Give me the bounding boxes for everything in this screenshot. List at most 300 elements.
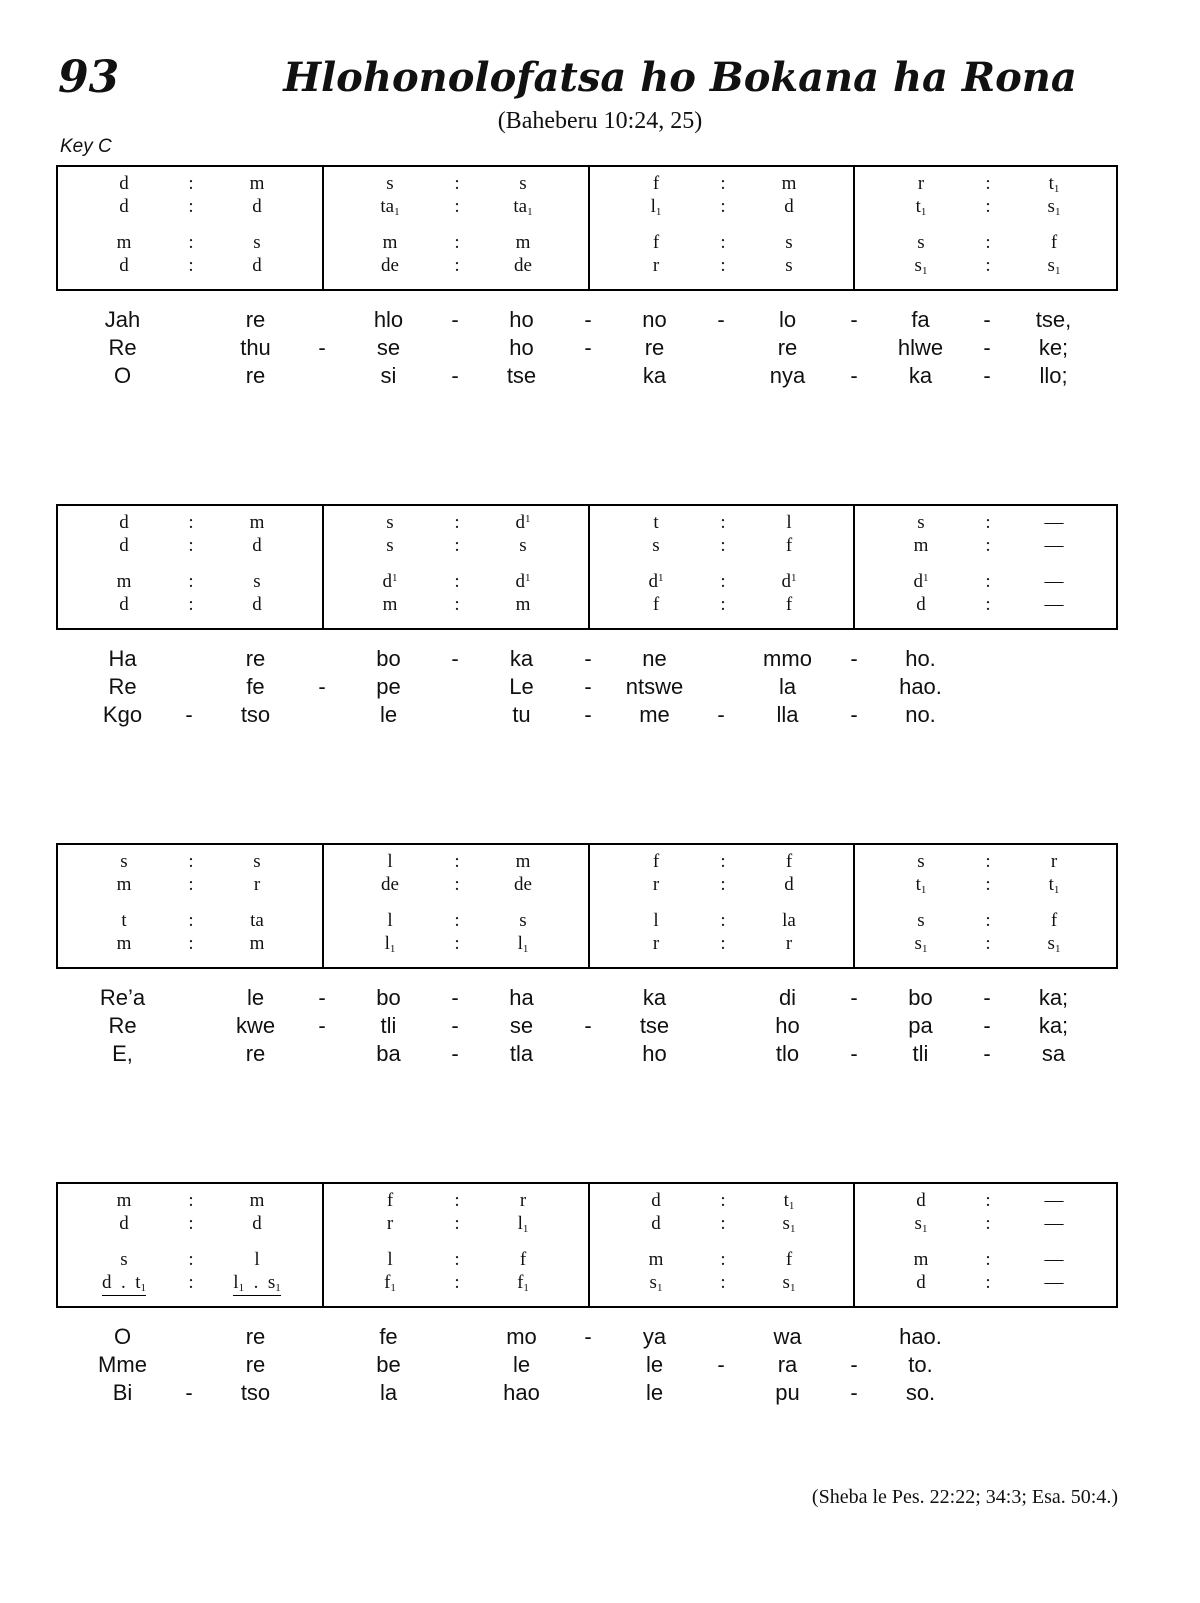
beat-colon: : [720,1190,726,1211]
lyric-hyphen: - [850,646,858,671]
lyric-hyphen: - [983,1013,991,1038]
beat-colon: : [454,535,460,556]
lyric-syllable: Re [108,335,137,360]
beat-colon: : [985,571,991,592]
note: — [1044,535,1064,556]
lyric-hyphen: - [983,1041,991,1066]
lyric-hyphen: - [451,1013,459,1038]
note: $ta_1$ [380,196,400,218]
note: — [1044,594,1064,615]
note: — [1044,1249,1064,1270]
note: f [1050,910,1058,931]
note: s [917,910,925,931]
lyric-hyphen: - [584,1324,592,1349]
note: f [652,232,660,253]
beat-colon: : [985,594,991,615]
note: de [514,255,532,276]
lyric-syllable: tse, [1035,307,1072,332]
beat-colon: : [720,1213,726,1234]
note: m [515,851,531,872]
lyric-syllable: nya [769,363,806,388]
lyric-syllable: ho. [905,646,936,671]
note: $l_1$ [650,196,662,218]
lyric-hyphen: - [185,702,193,727]
beat-colon: : [188,851,194,872]
note: $t_1$ [915,874,927,896]
lyric-hyphen: - [451,307,459,332]
note: d [119,255,129,276]
beat-colon: : [985,232,991,253]
lyric-syllable: tu [512,702,531,727]
beat-colon: : [188,535,194,556]
lyric-syllable: re [245,1324,266,1349]
lyric-syllable: tso [240,1380,271,1405]
lyric-syllable: pu [775,1380,800,1405]
lyric-syllable: to. [908,1352,933,1377]
lyric-hyphen: - [451,363,459,388]
lyric-hyphen: - [850,307,858,332]
lyric-syllable: la [379,1380,398,1405]
beat-colon: : [985,1249,991,1270]
lyric-syllable: Mme [98,1352,147,1377]
stave-divider [588,215,590,247]
lyric-syllable: pe [376,674,401,699]
lyric-hyphen: - [717,307,725,332]
lyric-syllable: se [376,335,401,360]
beat-colon: : [985,851,991,872]
lyric-hyphen: - [584,646,592,671]
stave-divider [588,893,590,925]
lyric-hyphen: - [318,985,326,1010]
stave-divider [588,554,590,586]
note: m [382,232,398,253]
note: d [916,594,926,615]
note: d [119,594,129,615]
lyric-syllable: re [245,307,266,332]
lyric-hyphen: - [451,985,459,1010]
lyric-hyphen: - [318,674,326,699]
lyric-syllable: be [376,1352,401,1377]
note: $t_1$ [915,196,927,218]
beat-colon: : [454,910,460,931]
lyric-syllable: lo [778,307,797,332]
note: d [252,535,262,556]
note: m [116,232,132,253]
lyric-syllable: Le [509,674,534,699]
beat-colon: : [454,512,460,533]
footer-reference: (Sheba le Pes. 22:22; 34:3; Esa. 50:4.) [811,1486,1118,1508]
stave-divider [853,215,855,247]
lyric-syllable: so. [905,1380,936,1405]
beat-colon: : [985,173,991,194]
note: s [652,535,660,556]
beat-colon: : [454,173,460,194]
lyric-syllable: fe [246,674,265,699]
note: d [651,1190,661,1211]
note: $ta_1$ [513,196,533,218]
note: $s_1$ [649,1272,663,1294]
note: t [653,512,659,533]
note: m [116,874,132,895]
beat-colon: : [454,1190,460,1211]
note: $d^1$ [913,571,929,592]
lyric-syllable: re [777,335,798,360]
beat-colon: : [985,512,991,533]
beat-colon: : [188,1272,194,1293]
note: f [785,594,793,615]
note: s [917,851,925,872]
lyric-hyphen: - [318,1013,326,1038]
lyric-syllable: tso [240,702,271,727]
lyric-syllable: Bi [112,1380,133,1405]
beat-colon: : [720,196,726,217]
note: l [387,1249,393,1270]
lyric-hyphen: - [983,363,991,388]
hymn-number: 93 [58,52,120,103]
lyric-syllable: bo [908,985,933,1010]
lyric-syllable: no [642,307,667,332]
lyric-syllable: ka; [1038,985,1069,1010]
lyric-syllable: mmo [763,646,812,671]
lyric-syllable: hlwe [897,335,944,360]
note: d . $t_1$ [101,1272,147,1294]
lyric-hyphen: - [584,702,592,727]
lyric-syllable: si [380,363,397,388]
lyric-hyphen: - [850,1041,858,1066]
note: $l_1$ [517,1213,529,1235]
note: $d^1$ [781,571,797,592]
note: $l_1$ [384,933,396,955]
note: $t_1$ [1048,173,1060,195]
note: f [785,535,793,556]
beat-colon: : [985,1190,991,1211]
note: d [784,874,794,895]
beat-colon: : [188,594,194,615]
note: — [1044,571,1064,592]
note: $f_1$ [517,1272,529,1294]
beat-colon: : [720,874,726,895]
lyric-syllable: ho [642,1041,667,1066]
lyric-syllable: O [113,1324,132,1349]
lyric-syllable: ho [775,1013,800,1038]
beat-colon: : [454,851,460,872]
lyric-hyphen: - [850,702,858,727]
lyric-syllable: bo [376,646,401,671]
beat-colon: : [454,232,460,253]
lyric-syllable: Kgo [102,702,143,727]
note: d [784,196,794,217]
note: s [519,910,527,931]
beat-colon: : [985,255,991,276]
note: $s_1$ [782,1213,796,1235]
beat-colon: : [188,1213,194,1234]
note: f [519,1249,527,1270]
lyric-hyphen: - [584,335,592,360]
note: m [515,232,531,253]
note: s [519,535,527,556]
beat-colon: : [720,594,726,615]
note: d [916,1272,926,1293]
lyric-syllable: pa [908,1013,933,1038]
lyric-hyphen: - [717,702,725,727]
lyric-hyphen: - [850,363,858,388]
note: — [1044,1272,1064,1293]
note: — [1044,512,1064,533]
note: r [652,933,660,954]
note: $t_1$ [783,1190,795,1212]
lyric-syllable: tse [639,1013,670,1038]
beat-colon: : [454,571,460,592]
note: s [120,851,128,872]
note: m [913,1249,929,1270]
note: $s_1$ [1047,933,1061,955]
note: $d^1$ [515,571,531,592]
lyric-syllable: le [645,1352,664,1377]
note: s [253,232,261,253]
key-signature: Key C [60,136,112,157]
note: d [252,255,262,276]
stave-divider [853,554,855,586]
note: — [1044,1190,1064,1211]
scripture-reference: (Baheberu 10:24, 25) [497,108,703,134]
lyric-syllable: tli [380,1013,397,1038]
lyric-syllable: fe [379,1324,398,1349]
lyric-syllable: le [645,1380,664,1405]
note: la [782,910,796,931]
beat-colon: : [720,851,726,872]
lyric-syllable: ka [642,363,667,388]
lyric-syllable: ba [376,1041,401,1066]
lyric-hyphen: - [318,335,326,360]
beat-colon: : [720,1272,726,1293]
note: d [119,173,129,194]
note: f [652,173,660,194]
lyric-syllable: bo [376,985,401,1010]
beat-colon: : [454,874,460,895]
note: r [386,1213,394,1234]
note: r [652,255,660,276]
note: ta [250,910,264,931]
system-1 [56,165,1118,291]
lyric-syllable: re [245,646,266,671]
beat-colon: : [720,535,726,556]
note: m [116,571,132,592]
note: d [252,594,262,615]
lyric-hyphen: - [185,1380,193,1405]
beat-colon: : [985,196,991,217]
note: r [1050,851,1058,872]
beat-colon: : [720,173,726,194]
hymn-title: Hlohonolofatsa ho Bokana ha Rona [283,54,1077,101]
note: f [1050,232,1058,253]
note: d [119,196,129,217]
lyric-hyphen: - [850,985,858,1010]
beat-colon: : [188,933,194,954]
beat-colon: : [985,535,991,556]
note: $d^1$ [382,571,398,592]
note: m [249,1190,265,1211]
note: d [119,512,129,533]
lyric-syllable: me [639,702,670,727]
beat-colon: : [985,1272,991,1293]
beat-colon: : [188,196,194,217]
beat-colon: : [985,874,991,895]
beat-colon: : [720,232,726,253]
note: s [519,173,527,194]
lyric-syllable: mo [506,1324,537,1349]
beat-colon: : [188,1249,194,1270]
lyric-hyphen: - [850,1352,858,1377]
lyric-syllable: re [245,1041,266,1066]
lyric-syllable: ra [777,1352,798,1377]
lyric-syllable: ya [642,1324,667,1349]
note: s [917,512,925,533]
note: s [253,571,261,592]
beat-colon: : [454,933,460,954]
beat-colon: : [188,173,194,194]
beat-colon: : [454,1249,460,1270]
lyric-syllable: tla [509,1041,534,1066]
note: d [916,1190,926,1211]
lyric-syllable: wa [773,1324,802,1349]
lyric-syllable: tli [912,1041,929,1066]
lyric-hyphen: - [584,307,592,332]
beat-colon: : [985,1213,991,1234]
beat-colon: : [188,874,194,895]
note: $s_1$ [914,255,928,277]
note: m [249,173,265,194]
beat-colon: : [188,910,194,931]
stave-divider [322,215,324,247]
lyric-syllable: tse [506,363,537,388]
note: s [120,1249,128,1270]
stave-divider [322,554,324,586]
note: m [781,173,797,194]
note: r [652,874,660,895]
beat-colon: : [188,255,194,276]
lyric-syllable: Jah [104,307,141,332]
lyric-hyphen: - [717,1352,725,1377]
note: $s_1$ [914,933,928,955]
beat-colon: : [454,594,460,615]
lyric-syllable: ka; [1038,1013,1069,1038]
note: s [917,232,925,253]
beat-colon: : [720,910,726,931]
note: — [1044,1213,1064,1234]
note: d [651,1213,661,1234]
lyric-syllable: ha [509,985,534,1010]
lyric-syllable: ka [642,985,667,1010]
beat-colon: : [985,933,991,954]
beat-colon: : [188,512,194,533]
system-3 [56,843,1118,969]
lyric-hyphen: - [451,646,459,671]
lyric-hyphen: - [983,985,991,1010]
lyric-syllable: llo; [1039,363,1068,388]
beat-colon: : [188,1190,194,1211]
note: $d^1$ [515,512,531,533]
note: f [652,851,660,872]
stave-divider [588,1232,590,1264]
lyric-hyphen: - [584,1013,592,1038]
beat-colon: : [188,571,194,592]
system-2 [56,504,1118,630]
stave-divider [322,1232,324,1264]
note: r [519,1190,527,1211]
beat-colon: : [454,1272,460,1293]
lyric-hyphen: - [983,335,991,360]
lyric-syllable: Re’a [99,985,146,1010]
lyric-syllable: ho [509,335,534,360]
beat-colon: : [454,255,460,276]
stave-divider [853,893,855,925]
note: l [786,512,792,533]
note: $d^1$ [648,571,664,592]
lyric-syllable: Re [108,1013,137,1038]
lyric-syllable: no. [905,702,936,727]
note: d [252,1213,262,1234]
note: r [253,874,261,895]
beat-colon: : [720,512,726,533]
note: $f_1$ [384,1272,396,1294]
lyric-syllable: lla [776,702,799,727]
note: f [386,1190,394,1211]
note: m [515,594,531,615]
lyric-syllable: ho [509,307,534,332]
lyric-syllable: ne [642,646,667,671]
note: r [917,173,925,194]
note: s [785,255,793,276]
beat-colon: : [720,571,726,592]
note: l [387,851,393,872]
lyric-syllable: hlo [373,307,404,332]
note: f [785,1249,793,1270]
lyric-syllable: ka [509,646,534,671]
note: d [119,1213,129,1234]
note: de [381,874,399,895]
lyric-hyphen: - [451,1041,459,1066]
lyric-syllable: sa [1041,1041,1066,1066]
note: $s_1$ [914,1213,928,1235]
lyric-syllable: le [512,1352,531,1377]
lyric-syllable: kwe [235,1013,276,1038]
note: s [386,535,394,556]
note: $s_1$ [1047,255,1061,277]
lyric-hyphen: - [584,674,592,699]
note: d [119,535,129,556]
note: m [382,594,398,615]
lyric-syllable: ntswe [625,674,684,699]
note: l [653,910,659,931]
beat-colon: : [454,1213,460,1234]
note: $l_1$ [517,933,529,955]
stave-divider [322,893,324,925]
note: $l_1$ . $s_1$ [233,1272,281,1294]
lyric-syllable: se [509,1013,534,1038]
note: l [387,910,393,931]
lyric-syllable: hao [503,1380,540,1405]
note: de [514,874,532,895]
note: s [253,851,261,872]
lyric-hyphen: - [983,307,991,332]
lyric-syllable: O [113,363,132,388]
lyric-syllable: tlo [775,1041,800,1066]
beat-colon: : [720,255,726,276]
note: l [254,1249,260,1270]
lyric-syllable: le [379,702,398,727]
note: s [386,173,394,194]
lyric-syllable: E, [112,1041,133,1066]
